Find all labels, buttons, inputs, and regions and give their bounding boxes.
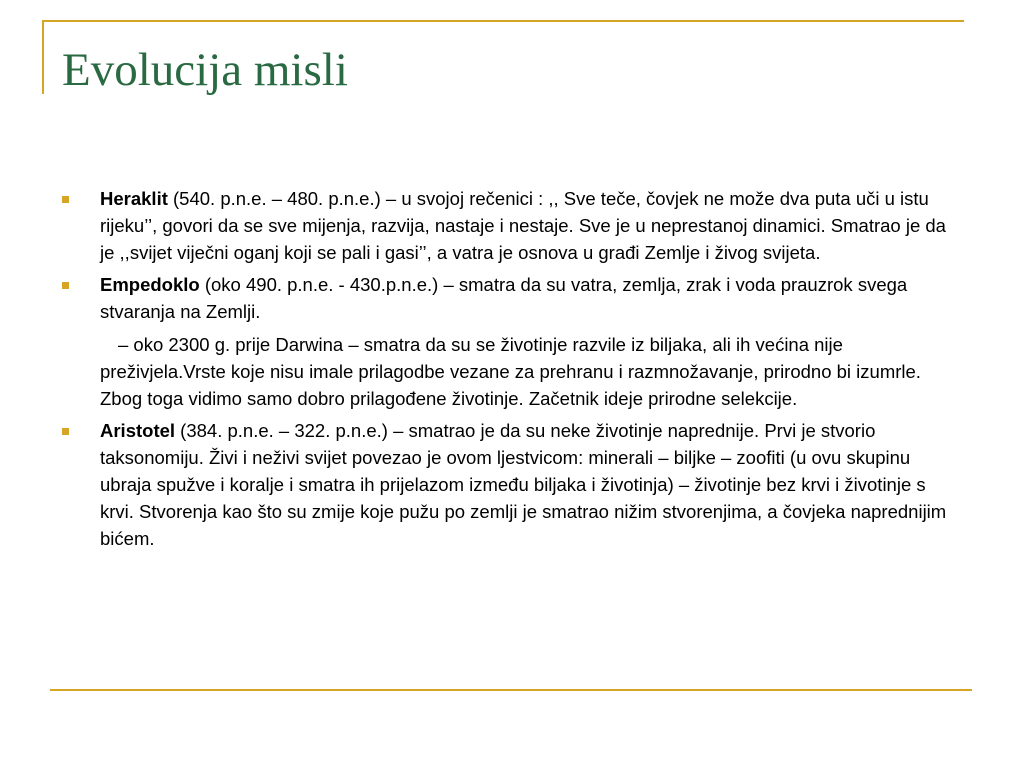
square-bullet-icon xyxy=(62,282,69,289)
bullet-name: Heraklit xyxy=(100,188,168,209)
bottom-accent-line xyxy=(50,689,972,691)
bullet-name: Empedoklo xyxy=(100,274,200,296)
bullet-text xyxy=(100,418,962,552)
square-bullet-icon xyxy=(62,428,69,435)
left-accent-line xyxy=(42,20,44,94)
bullet-body: (540. p.n.e. – 480. p.n.e.) – u svojoj rečenici : ,, Sve teče, čovjek ne može dva puta uči u istu rijeku’’, govori da se sve mijenja, razvija, nastaje i nestaje. Sve je u neprestanoj dinamici. Smatrao je da je ,,svijet viječni oganj koji se pali i gasi’’, a vatra je osnova u građi Zemlje i živog svijeta. xyxy=(100,188,946,263)
top-accent-line xyxy=(42,20,964,22)
bullet-aristotel xyxy=(62,418,962,552)
bullet-heraklit xyxy=(62,186,962,266)
bullet-continuation: – oko 2300 g. prije Darwina – smatra da su se životinje razvile iz biljaka, ali ih većina nije preživjela.Vrste koje nisu imale prilagodbe vezane za prehranu i razmnožavanje, prirodno bi izumrle. Zbog toga vidimo samo dobro prilagođene životinje. Začetnik ideje prirodne selekcije. xyxy=(100,333,921,409)
bullet-name: Aristotel xyxy=(100,420,176,442)
bullet-empedoklo xyxy=(62,272,962,326)
square-bullet-icon xyxy=(62,196,69,203)
bullet-text xyxy=(100,272,962,326)
bullet-text xyxy=(100,186,962,266)
bullet-body: (384. p.n.e. – 322. p.n.e.) – smatrao je da su neke životinje naprednije. Prvi je stvorio taksonomiju. Živi i neživi svijet povezao je ovom ljestvicom: minerali – biljke – zoofiti (u ovu skupinu ubraja spužve i koralje i smatra ih prijelazom između biljaka i životinja) – životinje bez krvi i životinje s krvi. Stvorenja kao što su zmije koje pužu po zemlji je smatrao nižim stvorenjima, a čovjeka naprednijim bićem. xyxy=(100,420,947,549)
bullet-body: (oko 490. p.n.e. - 430.p.n.e.) – smatra da su vatra, zemlja, zrak i voda prauzrok svega stvaranja na Zemlji. xyxy=(100,274,908,323)
bullet-list xyxy=(62,186,962,558)
slide-title: Evolucija misli xyxy=(62,44,348,96)
